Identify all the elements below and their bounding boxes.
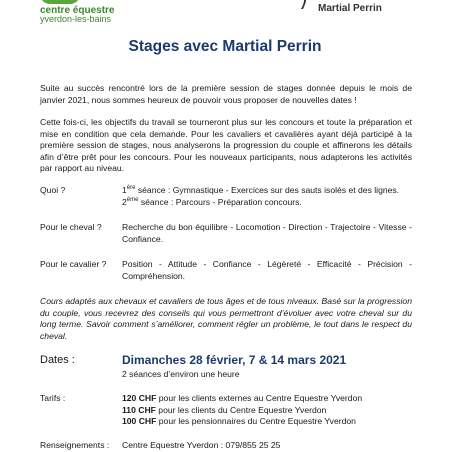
seance-2: 2ème séance : Parcours - Préparation concours. (122, 196, 302, 207)
objectives-paragraph: Cette fois-ci, les objectifs du travail se tourneront plus sur les concours et toute la préparation et mise en condition que cela demande. Pour les cavaliers et cavalières ayant déjà participé à la première session de stages, nous analyserons la progression du couple et affinerons les détails afin d’être prêt pour les concours. Pour les nouveaux participants, nous adapterons les activités par rapport au niveau. (40, 117, 412, 174)
header (0, 0, 450, 24)
quoi-value (122, 185, 412, 208)
dates-sub: 2 séances d’environ une heure (122, 369, 240, 379)
dates-label: Dates : (40, 354, 75, 366)
tarifs-value (122, 393, 412, 428)
tarif-line: 100 CHF pour les pensionnaires du Centre Equestre Yverdon (122, 416, 356, 427)
dates-main: Dimanches 28 février, 7 & 14 mars 2021 (122, 353, 347, 367)
cheval-value: Recherche du bon équilibre - Locomotion - Direction - Trajectoire - Vitesse - Confiance. (122, 222, 412, 244)
logo-right-name: Martial Perrin (318, 3, 382, 14)
seance-1: 1ère séance : Gymnastique - Exercices sur des sauts isolés et des lignes. (122, 185, 400, 195)
logo-swoosh-icon (40, 0, 80, 4)
cheval-label: Pour le cheval ? (40, 222, 102, 232)
intro-paragraph: Suite au succès rencontré lors de la première session de stages donnée depuis le mois de janvier 2021, nous sommes heureux de pouvoir vous proposer de nouvelles dates ! (40, 83, 412, 105)
tarif-line: 120 CHF pour les clients externes au Centre Equestre Yverdon (122, 393, 363, 403)
cavalier-value: Position - Attitude - Confiance - Légèreté - Efficacité - Précision - Compréhension. (122, 259, 412, 281)
quoi-label: Quoi ? (40, 185, 66, 195)
horse-logo-icon (297, 0, 309, 10)
tarif-line: 110 CHF pour les clients du Centre Equestre Yverdon (122, 404, 327, 415)
courses-note: Cours adaptés aux chevaux et cavaliers de tous âges et de tous niveaux. Basé sur la progression du couple, vous recevrez des conseils qui vous permettront d’évoluer avec votre cheval sur du long terme. Savoir comment s’améliorer, comment régler un problème, le tout dans le respect du cheval. (40, 296, 412, 341)
page-title: Stages avec Martial Perrin (128, 38, 322, 55)
renseignements-value: Centre Equestre Yverdon : 079/855 25 25 (122, 440, 281, 450)
renseignements-label: Renseignements : (40, 440, 110, 450)
tarifs-label: Tarifs : (40, 393, 66, 403)
logo-left-location: yverdon-les-bains (40, 14, 112, 24)
cavalier-label: Pour le cavalier ? (40, 259, 107, 269)
logo-left-name: centre équestre (40, 5, 115, 16)
